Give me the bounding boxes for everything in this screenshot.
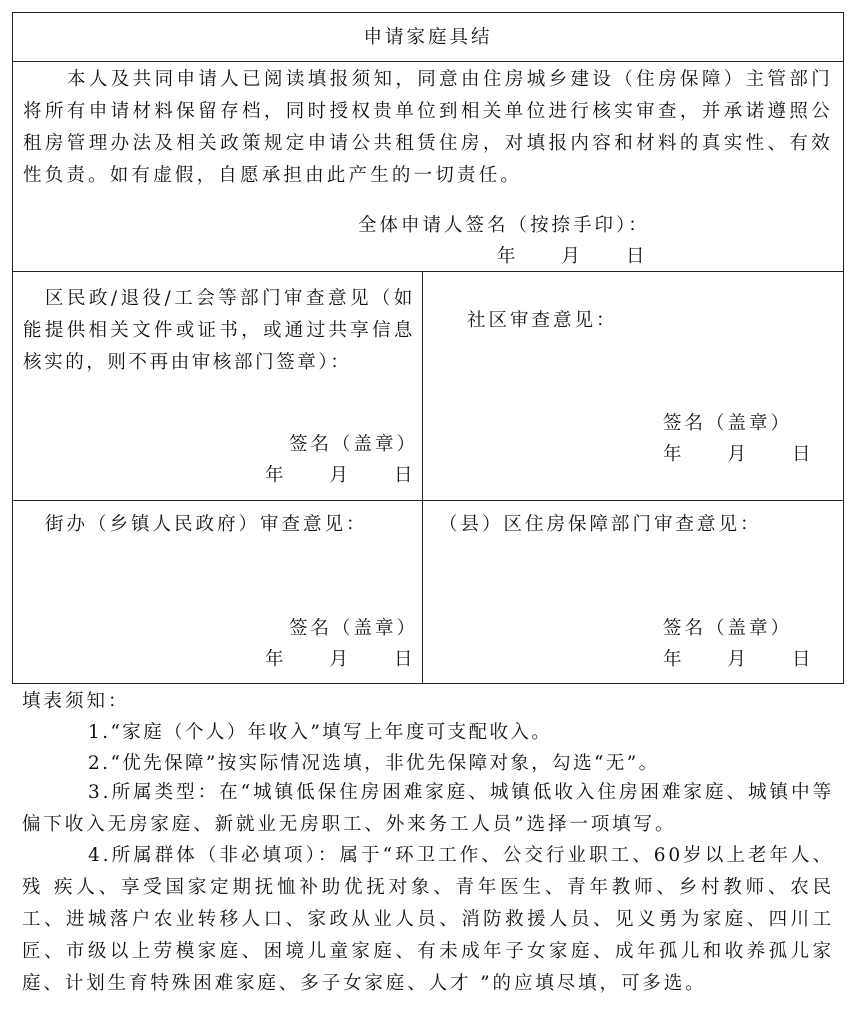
street-office-opinion-label: 街办（乡镇人民政府）审查意见： — [45, 514, 368, 535]
street-date: 年 月 日 — [265, 649, 416, 670]
row-divider-declaration — [13, 271, 843, 272]
application-declaration-table — [12, 12, 844, 684]
housing-date: 年 月 日 — [663, 649, 814, 670]
column-divider — [422, 271, 423, 684]
declaration-text: 本人及共同申请人已阅读填报须知，同意由住房城乡建设（住房保障）主管部门将所有申请材料保留存档，同时授权贵单位到相关单位进行核实审查，并承诺遵照公租房管理办法及相关政策规定申请公共租赁住房，对填报内容和材料的真实性、有效性负责。如有虚假，自愿承担由此产生的一切责任。 — [23, 69, 833, 186]
table-title: 申请家庭具结 — [363, 27, 493, 48]
community-signature-label: 签名（盖章） — [663, 413, 793, 434]
community-date: 年 月 日 — [663, 444, 814, 465]
notes-title: 填表须知： — [22, 691, 130, 712]
district-department-opinion-label: 区民政/退役/工会等部门审查意见（如能提供相关文件或证书，或通过共享信息核实的，则不再由审核部门签章）： — [23, 288, 415, 373]
district-signature-label: 签名（盖章） — [289, 434, 419, 455]
housing-department-opinion-label: （县）区住房保障部门审查意见： — [439, 514, 762, 535]
row-divider-header — [13, 61, 843, 62]
note-item-3: 3.所属类型：在“城镇低保住房困难家庭、城镇低收入住房困难家庭、城镇中等偏下收入无房家庭、新就业无房职工、外来务工人员”选择一项填写。 — [22, 782, 834, 835]
housing-signature-label: 签名（盖章） — [663, 618, 793, 639]
district-date: 年 月 日 — [265, 465, 416, 486]
note-item-4: 4.所属群体（非必填项）：属于“环卫工作、公交行业职工、60岁以上老年人、残 疾人、享受国家定期抚恤补助优抚对象、青年医生、青年教师、乡村教师、农民工、进城落户农业转移人口、家政从业人员、消防救援人员、见义勇为家庭、四川工匠、市级以上劳模家庭、困境儿童家庭、有未成年子女家庭、成年孤儿和收养孤儿家庭、计划生育特殊困难家庭、多子女家庭、人才 ”的应填尽填，可多选。 — [22, 845, 834, 994]
note-item-2: 2.“优先保障”按实际情况选填，非优先保障对象，勾选“无”。 — [88, 753, 660, 774]
applicant-date: 年 月 日 — [497, 246, 648, 267]
street-signature-label: 签名（盖章） — [289, 618, 419, 639]
applicant-signature-label: 全体申请人签名（按捺手印）： — [358, 215, 650, 236]
community-opinion-label: 社区审查意见： — [467, 310, 618, 331]
note-item-1: 1.“家庭（个人）年收入”填写上年度可支配收入。 — [88, 722, 553, 743]
row-divider-opinions — [13, 500, 843, 501]
